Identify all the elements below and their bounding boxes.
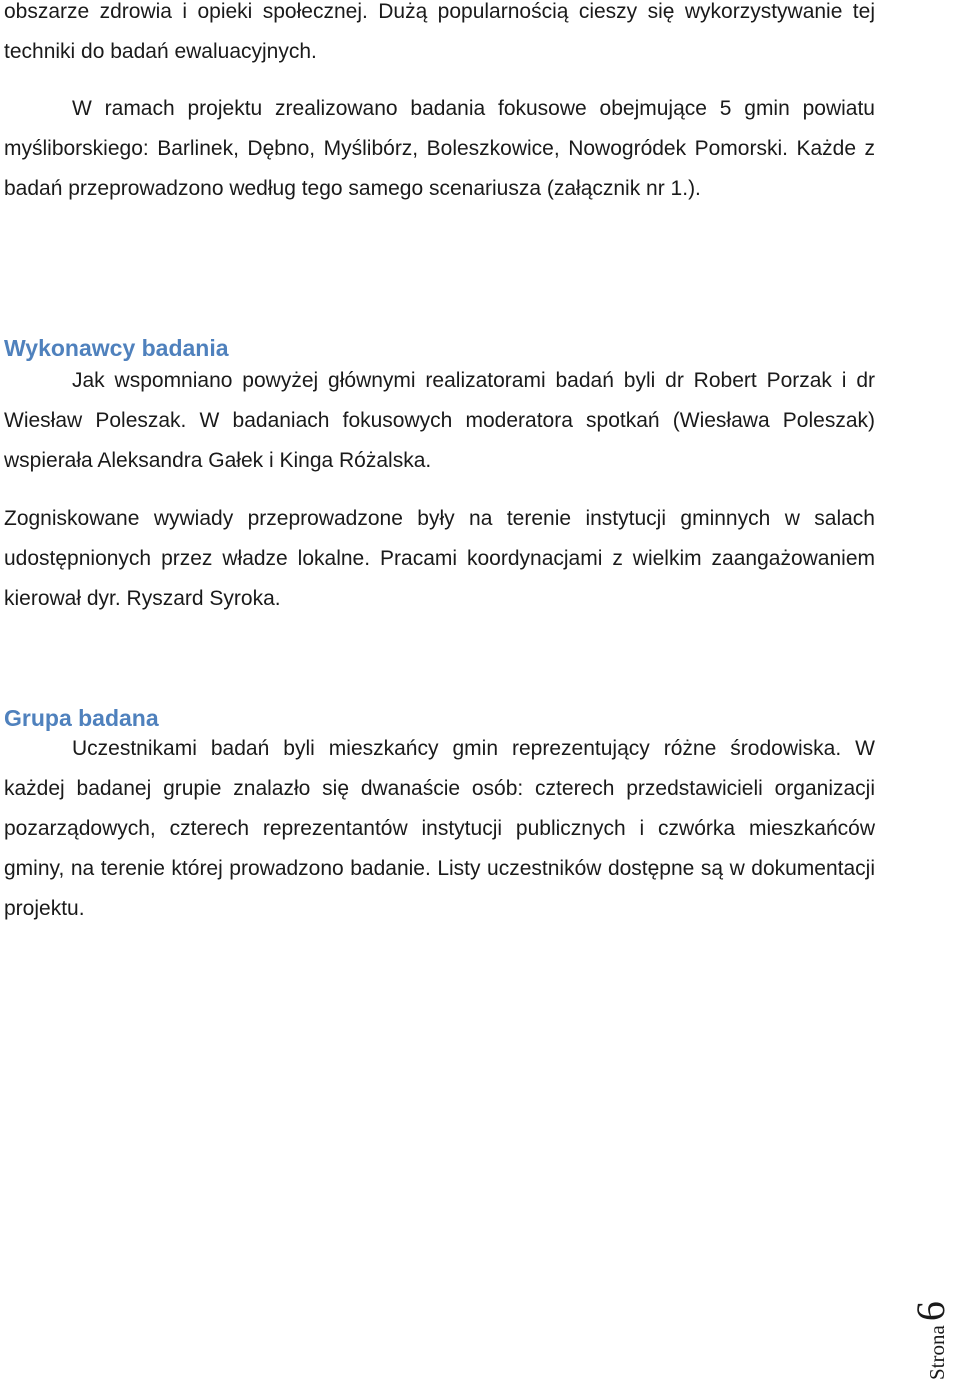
section-heading-wykonawcy: Wykonawcy badania <box>4 335 229 361</box>
paragraph-project-scope: W ramach projektu zrealizowano badania fokusowe obejmujące 5 gmin powiatu myśliborskiego: Barlinek, Dębno, Myślibórz, Boleszkowice, Nowogródek Pomorski. Każde z badań przeprowadzono według tego samego scenariusza (załącznik nr 1.). <box>4 97 875 200</box>
paragraph-wykonawcy: Jak wspomniano powyżej głównymi realizatorami badań byli dr Robert Porzak i dr Wiesław Poleszak. W badaniach fokusowych moderatora spotkań (Wiesława Poleszak) wspierała Aleksandra Gałek i Kinga Różalska. <box>4 369 875 472</box>
page-footer <box>908 1280 958 1380</box>
paragraph-intro-continued: obszarze zdrowia i opieki społecznej. Dużą popularnością cieszy się wykorzystywanie tej techniki do badań ewaluacyjnych. <box>4 0 875 63</box>
page-number: 6 <box>908 1301 953 1322</box>
paragraph-grupa: Uczestnikami badań byli mieszkańcy gmin reprezentujący różne środowiska. W każdej badanej grupie znalazło się dwanaście osób: czterech przedstawicieli organizacji pozarządowych, czterech reprezentantów instytucji publicznych i czwórka mieszkańców gminy, na terenie której prowadzono badanie. Listy uczestników dostępne są w dokumentacji projektu. <box>4 737 875 920</box>
page-number-label <box>907 1301 954 1380</box>
page-label-text: Strona <box>925 1325 949 1380</box>
paragraph-wywiady: Zogniskowane wywiady przeprowadzone były na terenie instytucji gminnych w salach udostępnionych przez władze lokalne. Pracami koordynacjami z wielkim zaangażowaniem kierował dyr. Ryszard Syroka. <box>4 507 875 610</box>
section-heading-grupa: Grupa badana <box>4 705 159 731</box>
